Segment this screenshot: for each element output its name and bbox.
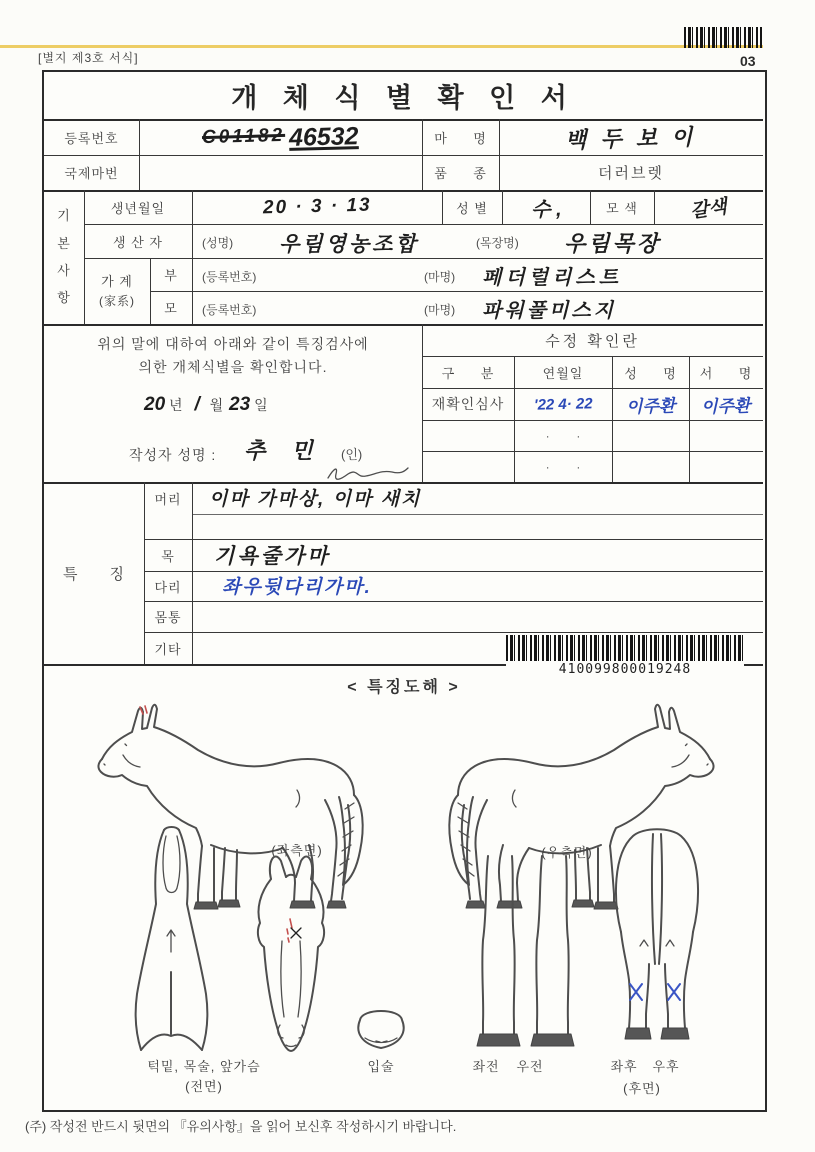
lineage-label <box>84 258 150 324</box>
date-month-hw: / <box>194 394 200 415</box>
rule <box>192 514 763 515</box>
producer-hw: 우림영농조합 <box>279 233 419 256</box>
coat-hw: 갈색 <box>689 196 729 222</box>
lineage-hanja: (家系) <box>99 293 135 308</box>
dam-maname-paren: (마명) <box>424 303 456 317</box>
horse-name-value <box>499 119 763 155</box>
statement-line2: 의한 개체식별을 확인합니다. <box>138 359 328 375</box>
form-title-text: 개 체 식 별 확 인 서 <box>231 83 576 113</box>
revision-row-name <box>612 388 689 420</box>
dam-name-value <box>482 294 616 323</box>
reg-no-corrected: 46532 <box>288 121 360 152</box>
diagram-title: < 특징도해 > <box>347 679 461 696</box>
rule <box>192 482 193 664</box>
statement-line1: 위의 말에 대하여 아래와 같이 특징검사에 <box>97 336 369 352</box>
producer-name-value <box>279 228 419 258</box>
right-side-label: (우측면) <box>541 845 593 860</box>
producer-label: 생 산 자 <box>113 234 163 250</box>
writer-name-hw: 추 민 <box>244 438 323 463</box>
revision-date-hw: '22 4· 22 <box>533 394 593 414</box>
horse-name-hw: 백 두 보 이 <box>565 123 698 153</box>
form-reference: [별지 제3호 서식] <box>38 51 139 65</box>
revision-h-division: 구 분 <box>441 365 495 381</box>
breed-value: 더러브렛 <box>598 165 664 182</box>
farm-hw: 우림목장 <box>564 231 662 256</box>
feature-label-etc: 기타 <box>154 641 182 657</box>
birth-value <box>192 190 442 224</box>
front-group-label: 턱밑, 목술, 앞가슴 <box>147 1059 261 1074</box>
left-side-label: (좌측면) <box>271 843 323 858</box>
leg-label-left-hind: 좌후 <box>610 1059 638 1074</box>
rear-view-label: (후면) <box>623 1081 661 1096</box>
sex-hw: 수 , <box>530 198 562 221</box>
revision-sign-hw: 이주환 <box>701 395 751 417</box>
farm-paren: (목장명) <box>476 236 519 250</box>
front-view-label: (전면) <box>185 1079 223 1094</box>
seal-label: (인) <box>341 447 363 462</box>
leg-label-right-hind: 우후 <box>652 1059 680 1074</box>
rule <box>150 291 763 292</box>
lips-label: 입술 <box>367 1059 395 1074</box>
writer-label: 작성자 성명 : <box>129 447 217 463</box>
revision-name-hw: 이주환 <box>625 395 676 417</box>
sire-hw: 페더럴리스트 <box>482 267 622 289</box>
revision-empty-date-1: · · <box>545 428 581 443</box>
date-day-hw: 23 <box>229 394 251 415</box>
head-front-diagram <box>246 845 338 1057</box>
sex-label: 성 별 <box>456 200 488 216</box>
rule <box>144 601 763 602</box>
feature-legs-hw: 좌우뒷다리가마. <box>222 577 372 598</box>
rear-view-diagram <box>609 814 705 1052</box>
writer-signature-scribble <box>322 460 412 486</box>
birth-label: 생년월일 <box>110 200 166 216</box>
lineage-ko: 가 계 <box>101 274 133 290</box>
page-number: 03 <box>740 53 756 69</box>
dam-regno-paren: (등록번호) <box>202 303 257 317</box>
revision-row-date <box>514 388 612 420</box>
dam-hw: 파워풀미스지 <box>482 300 616 322</box>
revision-h-date: 연월일 <box>542 365 584 381</box>
revision-empty-date-2: · · <box>545 459 581 474</box>
features-barcode <box>506 635 744 661</box>
date-year-hw: 20 <box>144 394 166 415</box>
coat-value <box>654 190 763 224</box>
scan-yellow-line <box>0 45 763 48</box>
revision-h-name: 성 명 <box>624 365 677 381</box>
feature-value-neck <box>214 540 330 570</box>
reg-no-struck: C01182 <box>201 124 286 149</box>
revision-h-sign: 서 명 <box>699 365 753 381</box>
feature-label-legs: 다리 <box>154 579 182 595</box>
features-section-label: 특 징 <box>63 565 125 583</box>
horse-name-label: 마 명 <box>434 130 487 146</box>
form-title <box>44 72 763 119</box>
intl-no-label: 국제마번 <box>64 166 119 181</box>
leg-label-left-front: 좌전 <box>472 1059 500 1074</box>
feature-label-neck: 목 <box>161 548 175 564</box>
sire-name-value <box>482 261 622 290</box>
revision-row-sign <box>689 388 763 420</box>
footer-note: (주) 작성전 반드시 뒷면의 『유의사항』을 읽어 보신후 작성하시기 바랍니다. <box>25 1119 457 1134</box>
reg-no-label: 등록번호 <box>64 130 119 146</box>
revision-title: 수정 확인란 <box>545 332 640 350</box>
rule <box>144 632 763 633</box>
front-legs-diagram <box>472 854 577 1054</box>
basic-section-label: 기 본 사 항 <box>57 208 71 306</box>
producer-name-paren: (성명) <box>202 236 234 250</box>
dam-label: 모 <box>164 301 178 316</box>
date-year-label: 년 <box>169 397 183 413</box>
leg-label-right-front: 우전 <box>516 1059 544 1074</box>
coat-label: 모 색 <box>606 200 638 216</box>
feature-value-legs <box>222 572 372 599</box>
reg-no-value <box>139 119 422 155</box>
birth-hw: 20 · 3 · 13 <box>262 194 372 219</box>
intl-no-value <box>139 155 422 190</box>
breed-label: 품 종 <box>434 166 487 181</box>
features-barcode-number: 410099800019248 <box>506 662 744 677</box>
feature-neck-hw: 기욕줄가마 <box>214 545 331 568</box>
feature-value-head <box>209 484 421 511</box>
form-table <box>42 70 767 1112</box>
sire-regno-paren: (등록번호) <box>202 270 257 284</box>
farm-value <box>564 227 661 258</box>
feature-head-hw: 이마 가마상, 이마 새치 <box>209 489 422 510</box>
writer-name <box>244 434 323 465</box>
date-day-label: 일 <box>254 397 268 413</box>
neck-chest-front-diagram <box>124 822 220 1057</box>
top-barcode <box>684 27 762 48</box>
sire-label: 부 <box>164 268 178 283</box>
lips-diagram <box>350 1000 412 1055</box>
feature-label-body: 몸통 <box>154 610 182 625</box>
revision-row-division: 재확인심사 <box>431 396 505 412</box>
sire-maname-paren: (마명) <box>424 270 456 284</box>
date-month-label: 월 <box>209 397 224 413</box>
statement-date <box>144 394 384 416</box>
feature-label-head: 머리 <box>154 492 182 507</box>
sex-value <box>502 190 590 224</box>
